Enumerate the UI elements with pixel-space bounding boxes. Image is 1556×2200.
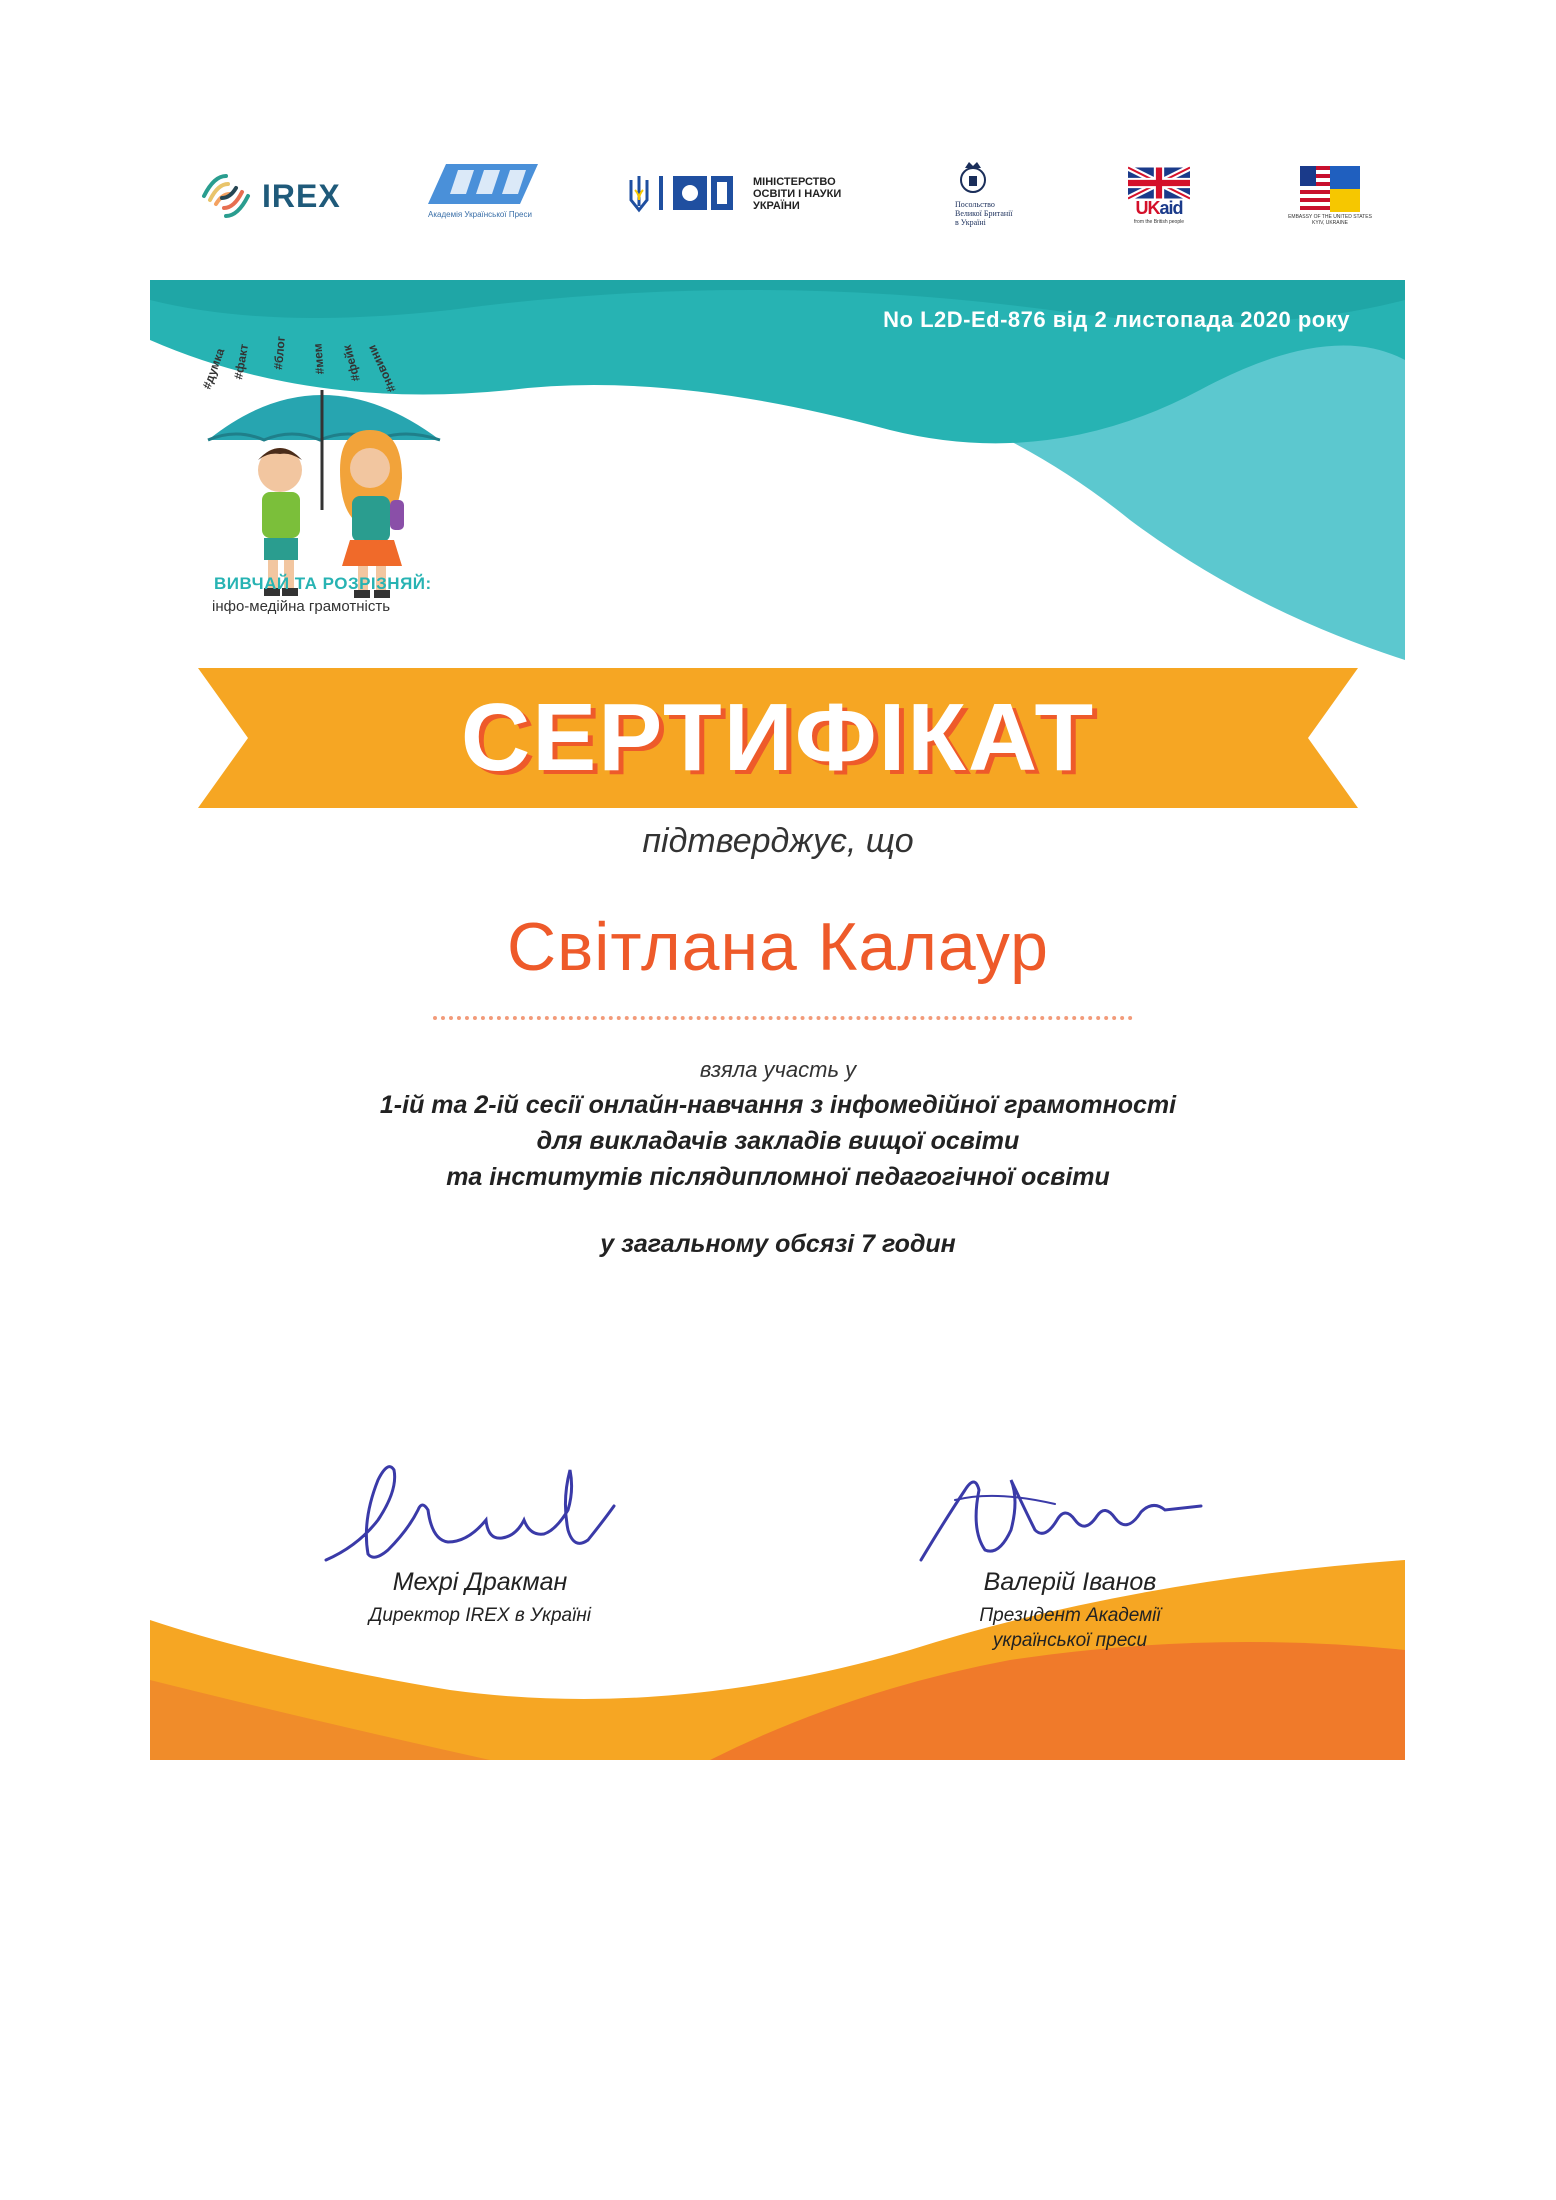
signature-drakman: [318, 1450, 628, 1570]
us-ukraine-flags-icon: [1300, 166, 1360, 212]
aup-emblem-icon: [428, 164, 538, 208]
irex-emblem-icon: [198, 170, 254, 222]
partner-logos: [0, 160, 1556, 240]
uk-flag-icon: [1128, 166, 1190, 200]
us-embassy-logo: [1285, 166, 1375, 226]
svg-text:#новини: #новини: [364, 342, 399, 395]
certificate-number: No L2D-Ed-876 від 2 листопада 2020 року: [883, 307, 1350, 332]
signatory-name: Мехрі Дракман: [392, 1568, 568, 1596]
signatory-role: Директор IREX в Україні: [368, 1605, 592, 1626]
aup-caption: Академія Української Преси: [428, 210, 532, 219]
svg-text:#блог: #блог: [271, 335, 288, 371]
us-embassy-caption: EMBASSY OF THE UNITED STATES KYIV, UKRAINE: [1288, 214, 1372, 226]
certificate-title: СЕРТИФІКАТ: [460, 684, 1096, 791]
course-line: для викладачів закладів вищої освіти: [536, 1127, 1020, 1155]
ministry-emblem-icon: [625, 172, 745, 216]
signatory-role: Президент Академії української преси: [979, 1605, 1161, 1651]
signatory-name: Валерій Іванов: [983, 1568, 1157, 1596]
svg-text:#мем: #мем: [310, 342, 327, 375]
name-underline: [433, 1012, 1133, 1020]
course-line: 1-ій та 2-ій сесії онлайн-навчання з інфомедійної грамотності: [379, 1091, 1177, 1119]
royal-crest-icon: [955, 160, 991, 196]
took-part-text: взяла участь у: [699, 1057, 857, 1082]
course-line: та інститутів післядипломної педагогічної освіти: [446, 1163, 1110, 1191]
signature-ivanov: [915, 1460, 1205, 1570]
svg-text:#фейк: #фейк: [339, 343, 363, 383]
irex-label: IREX: [262, 177, 341, 214]
ukaid-logo: [1128, 166, 1190, 225]
ministry-label: МІНІСТЕРСТВО ОСВІТИ І НАУКИ УКРАЇНИ: [753, 176, 842, 212]
confirms-text: підтверджує, що: [642, 822, 914, 860]
project-subtitle: інфо-медійна грамотність: [212, 598, 391, 615]
embassy-label: Посольство Великої Британії в Україні: [955, 200, 1013, 227]
project-title: ВИВЧАЙ ТА РОЗРІЗНЯЙ:: [214, 574, 432, 593]
ukaid-label: UKaid: [1135, 198, 1183, 218]
ukaid-caption: from the British people: [1133, 219, 1185, 225]
british-embassy-logo: [955, 160, 1013, 227]
aup-logo: [428, 164, 538, 219]
ministry-logo: [625, 172, 841, 216]
svg-text:#думка: #думка: [199, 346, 228, 392]
svg-text:#факт: #факт: [231, 342, 252, 381]
recipient-name: Світлана Калаур: [507, 909, 1049, 985]
hours-text: у загальному обсязі 7 годин: [600, 1230, 956, 1258]
course-description: [0, 1087, 1556, 1195]
irex-logo: [198, 170, 341, 222]
